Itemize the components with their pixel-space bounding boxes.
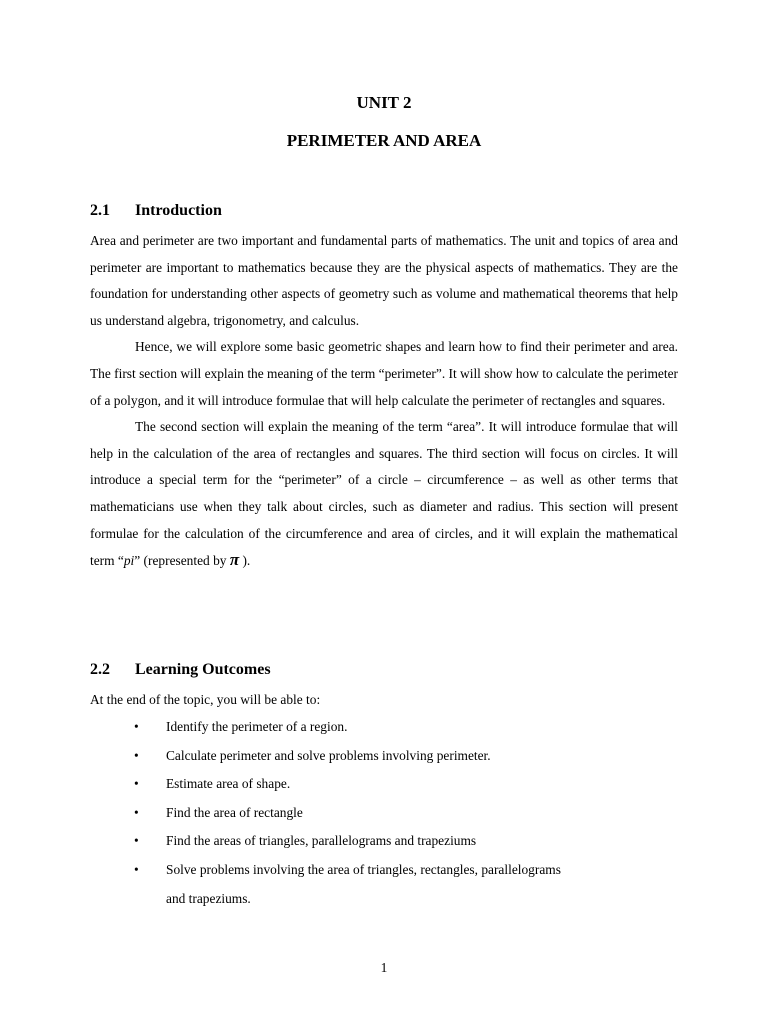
- list-item: [90, 742, 690, 771]
- paragraph: [90, 414, 678, 575]
- list-item: [90, 827, 690, 856]
- introduction-body: [90, 228, 678, 575]
- section-title: Learning Outcomes: [135, 661, 271, 678]
- page-number: 1: [380, 960, 388, 975]
- section-number: 2.1: [90, 202, 110, 219]
- list-item-text: Estimate area of shape.: [166, 776, 291, 792]
- section-number: 2.2: [90, 661, 110, 678]
- list-item-text: Find the areas of triangles, parallelograms and trapeziums: [166, 833, 477, 849]
- list-item-text: Solve problems involving the area of triangles, rectangles, parallelograms: [166, 861, 561, 877]
- pi-term: pi: [123, 553, 135, 569]
- list-item: [90, 770, 690, 799]
- list-item-text: Identify the perimeter of a region.: [166, 719, 348, 734]
- list-item: [90, 856, 690, 885]
- paragraph-text: The second section will explain the meaning of the term “area”. It will introduce formulae that will help in the calculation of the area of rectangles and squares. The third section will focus on circles. It will introduce a special term for the “perimeter” of a circle – circumference – as well as other terms that mathematicians use when they talk about circles, such as diameter and radius. This section will present formulae for the calculation of the circumference and area of circles, and it will explain the mathematical term “: [90, 419, 678, 569]
- list-item-text: Find the area of rectangle: [166, 804, 303, 820]
- list-item-text: Calculate perimeter and solve problems involving perimeter.: [166, 747, 491, 763]
- paragraph: Area and perimeter are two important and fundamental parts of mathematics. The unit and topics of area and perimeter are important to mathematics because they are the physical aspects of mathematics. They are the foundation for understanding other aspects of geometry such as volume and mathematical theorems that help us understand algebra, trigonometry, and calculus.: [90, 233, 678, 328]
- bullet-icon: •: [134, 833, 139, 849]
- section-heading-learning-outcomes: [90, 661, 271, 679]
- list-item: [90, 713, 690, 742]
- pi-symbol: π: [229, 550, 240, 570]
- list-item-continuation: [90, 885, 690, 914]
- bullet-icon: •: [134, 747, 139, 763]
- list-item-text: and trapeziums.: [166, 890, 251, 906]
- bullet-icon: •: [134, 861, 139, 877]
- page-title: PERIMETER AND AREA: [286, 131, 482, 150]
- bullet-icon: •: [134, 804, 139, 820]
- pi-close: ).: [242, 553, 251, 569]
- bullet-icon: •: [134, 719, 139, 734]
- section-title: Introduction: [135, 202, 222, 219]
- pi-text: ” (represented by: [134, 553, 227, 569]
- unit-label: UNIT 2: [356, 93, 412, 112]
- paragraph: Hence, we will explore some basic geometric shapes and learn how to find their perimeter and area. The first section will explain the meaning of the term “perimeter”. It will show how to calculate the perimeter of a polygon, and it will introduce formulae that will help calculate the perimeter of rectangles and squares.: [90, 339, 678, 408]
- bullet-icon: •: [134, 776, 139, 792]
- learning-outcomes-intro: At the end of the topic, you will be able to:: [90, 692, 321, 707]
- section-heading-introduction: [90, 202, 222, 220]
- list-item: [90, 799, 690, 828]
- learning-outcomes-list: [90, 713, 690, 913]
